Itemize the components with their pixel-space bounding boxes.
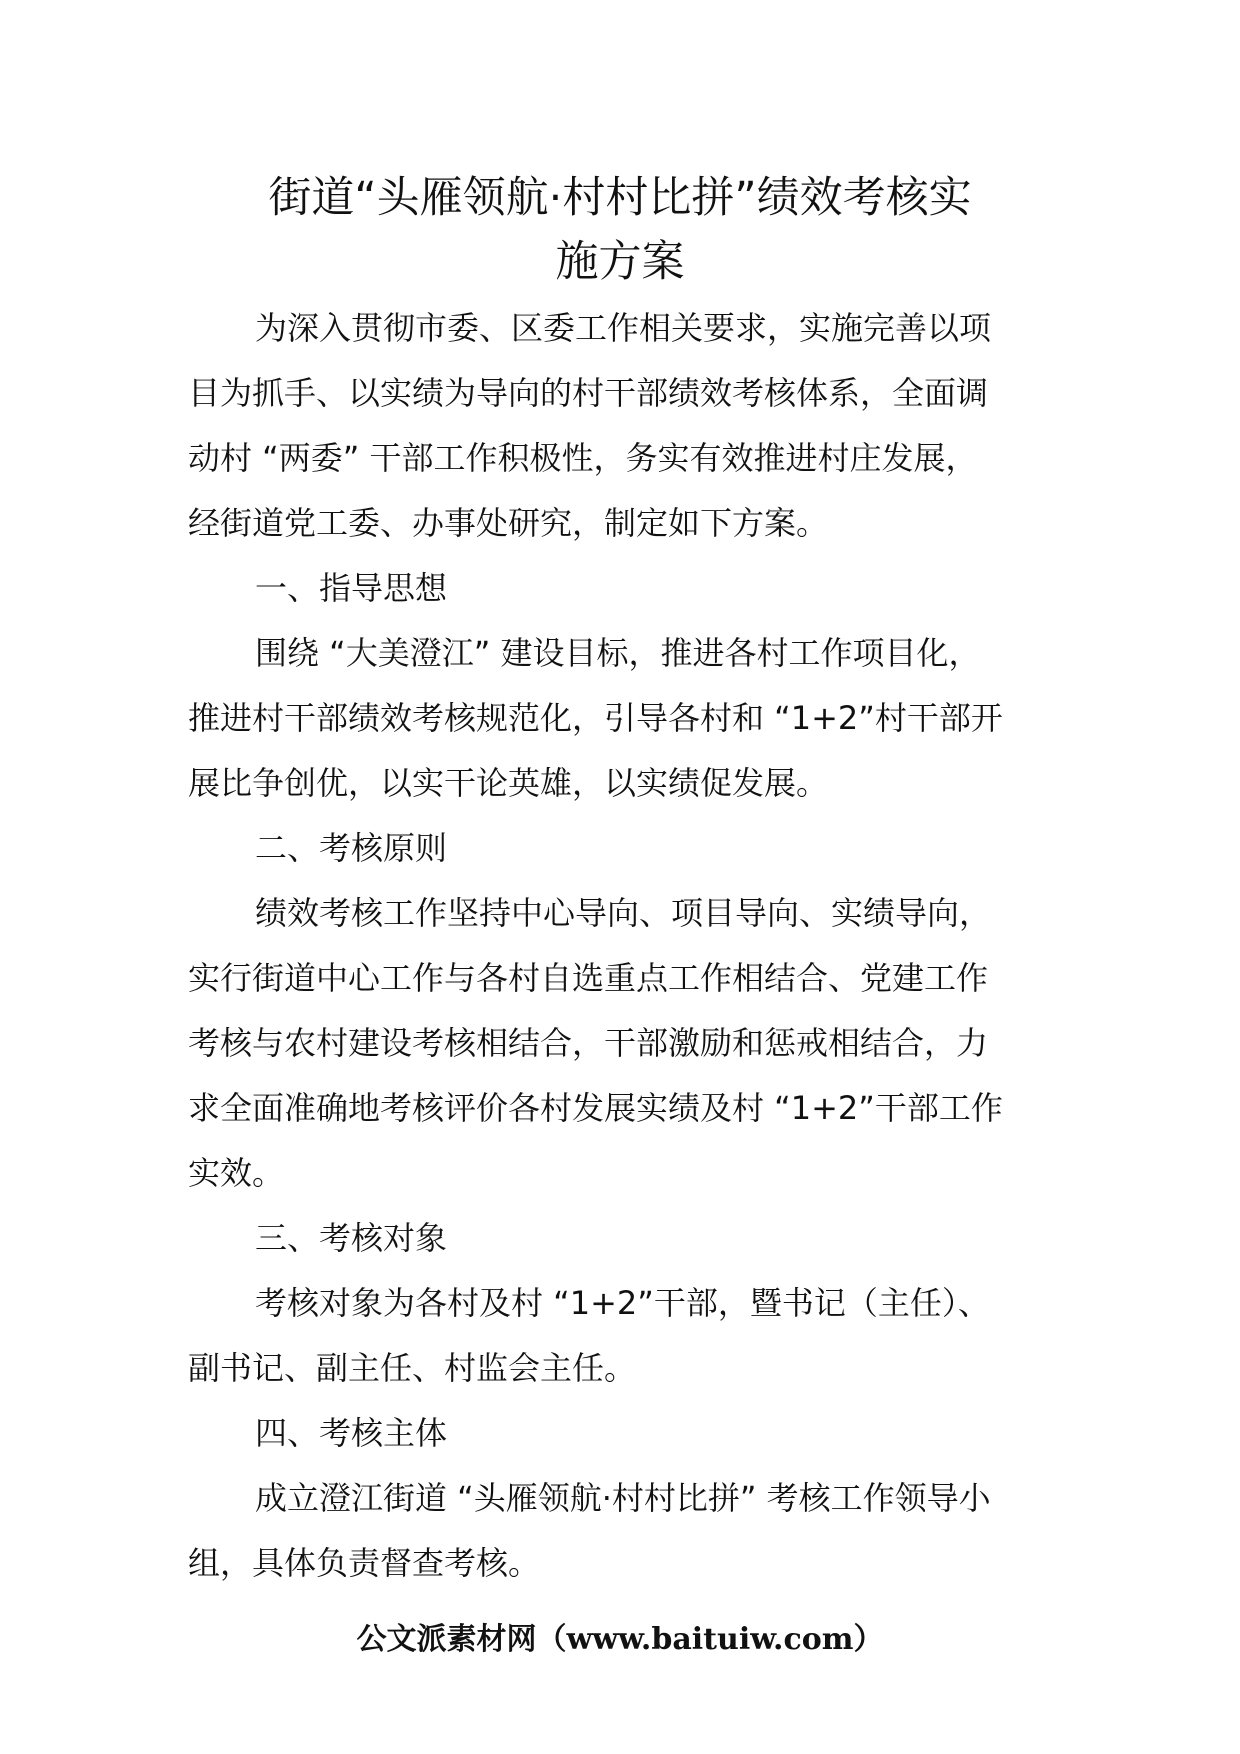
section-heading-guiding-thought: 一、指导思想 <box>255 569 448 607</box>
targets-paragraph-line: 考核对象为各村及村 “1+2”干部，暨书记（主任）、 <box>255 1284 990 1322</box>
section-heading-subject: 四、考核主体 <box>255 1414 448 1452</box>
guiding-thought-paragraph-line: 推进村干部绩效考核规范化，引导各村和 “1+2”村干部开 <box>188 699 1003 737</box>
intro-paragraph-line: 动村 “两委” 干部工作积极性，务实有效推进村庄发展， <box>188 439 978 477</box>
document-body <box>188 296 1052 1596</box>
intro-paragraph-line: 经街道党工委、办事处研究，制定如下方案。 <box>188 504 829 542</box>
intro-paragraph-line: 目为抓手、以实绩为导向的村干部绩效考核体系，全面调 <box>188 374 989 412</box>
section-heading-principles: 二、考核原则 <box>255 829 448 867</box>
principles-paragraph-line: 求全面准确地考核评价各村发展实绩及村 “1+2”干部工作 <box>188 1089 1003 1127</box>
section-heading-targets: 三、考核对象 <box>255 1219 448 1257</box>
targets-paragraph-line: 副书记、副主任、村监会主任。 <box>188 1349 637 1387</box>
principles-paragraph-line: 实行街道中心工作与各村自选重点工作相结合、党建工作 <box>188 959 989 997</box>
document-title-line-1: 街道“头雁领航·村村比拼”绩效考核实 <box>268 173 972 223</box>
subject-paragraph-line: 组，具体负责督查考核。 <box>188 1544 541 1582</box>
principles-paragraph-line: 绩效考核工作坚持中心导向、项目导向、实绩导向， <box>255 894 992 932</box>
document-title-line-2: 施方案 <box>555 237 685 287</box>
intro-paragraph-line: 为深入贯彻市委、区委工作相关要求，实施完善以项 <box>255 309 992 347</box>
guiding-thought-paragraph-line: 展比争创优，以实干论英雄，以实绩促发展。 <box>188 764 829 802</box>
principles-paragraph-line: 实效。 <box>188 1154 285 1192</box>
subject-paragraph-line: 成立澄江街道 “头雁领航·村村比拼” 考核工作领导小 <box>255 1479 991 1517</box>
principles-paragraph-line: 考核与农村建设考核相结合，干部激励和惩戒相结合，力 <box>188 1024 989 1062</box>
guiding-thought-paragraph-line: 围绕 “大美澄江” 建设目标，推进各村工作项目化， <box>255 634 981 672</box>
footer-watermark-text: 公文派素材网（www.baituiw.com） <box>356 1622 884 1657</box>
